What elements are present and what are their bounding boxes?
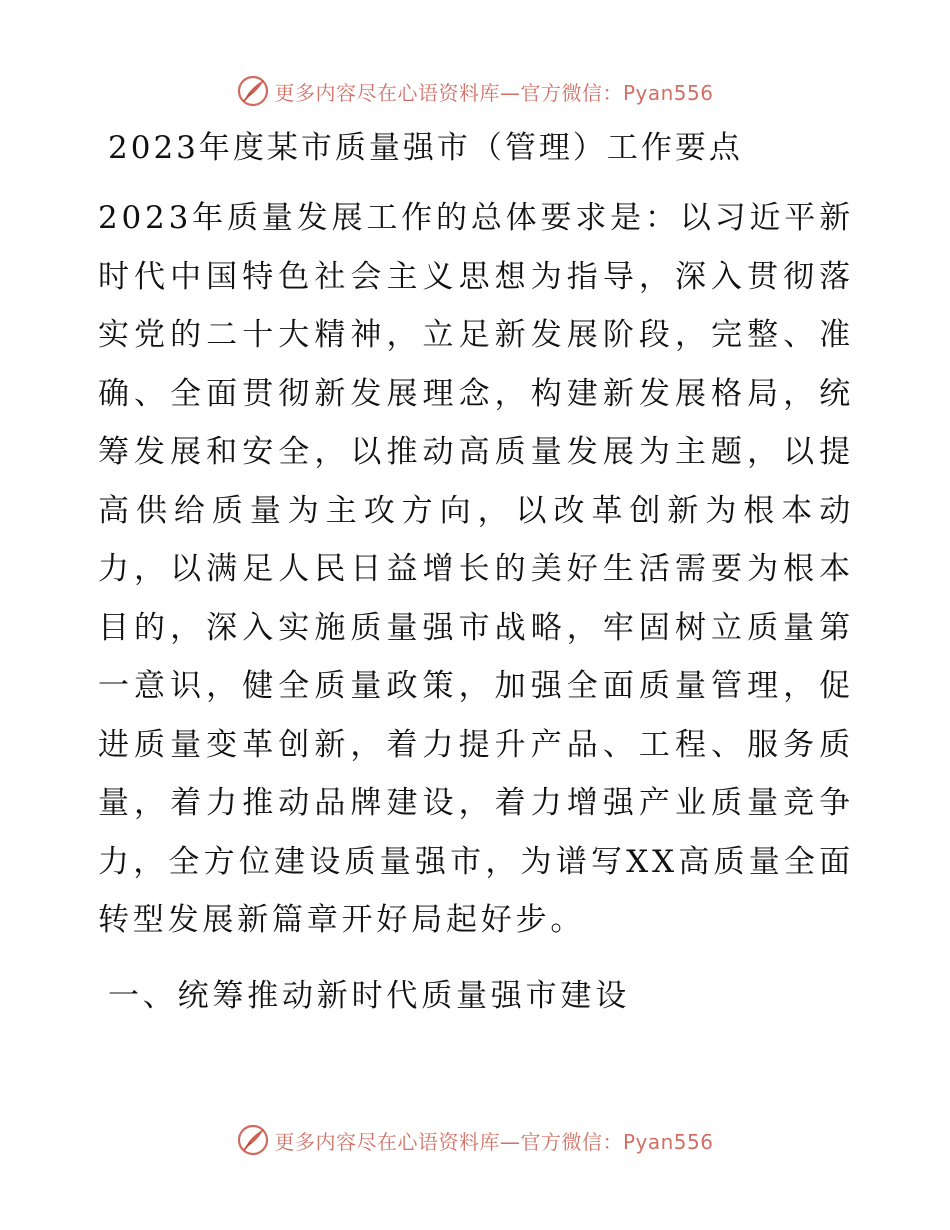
document-title: 2023年度某市质量强市（管理）工作要点 — [108, 130, 743, 166]
feather-quill-icon — [236, 74, 270, 108]
footer-watermark — [0, 1120, 950, 1160]
header-watermark — [0, 71, 950, 111]
watermark-text: 更多内容尽在心语资料库—官方微信：Pyan556 — [274, 80, 714, 105]
feather-quill-icon — [236, 1123, 270, 1157]
section-heading: 一、统筹推动新时代质量强市建设 — [108, 978, 630, 1014]
watermark-text: 更多内容尽在心语资料库—官方微信：Pyan556 — [274, 1129, 714, 1154]
body-paragraph: 2023年质量发展工作的总体要求是：以习近平新时代中国特色社会主义思想为指导，深入贯彻落实党的二十大精神，立足新发展阶段，完整、准确、全面贯彻新发展理念，构建新发展格局，统筹发展和安全，以推动高质量发展为主题，以提高供给质量为主攻方向，以改革创新为根本动力，以满足人民日益增长的美好生活需要为根本目的，深入实施质量强市战略，牢固树立质量第一意识，健全质量政策，加强全面质量管理，促进质量变革创新，着力提升产品、工程、服务质量，着力推动品牌建设，着力增强产业质量竞争力，全方位建设质量强市，为谱写XX高质量全面转型发展新篇章开好局起好步。 — [98, 200, 854, 938]
